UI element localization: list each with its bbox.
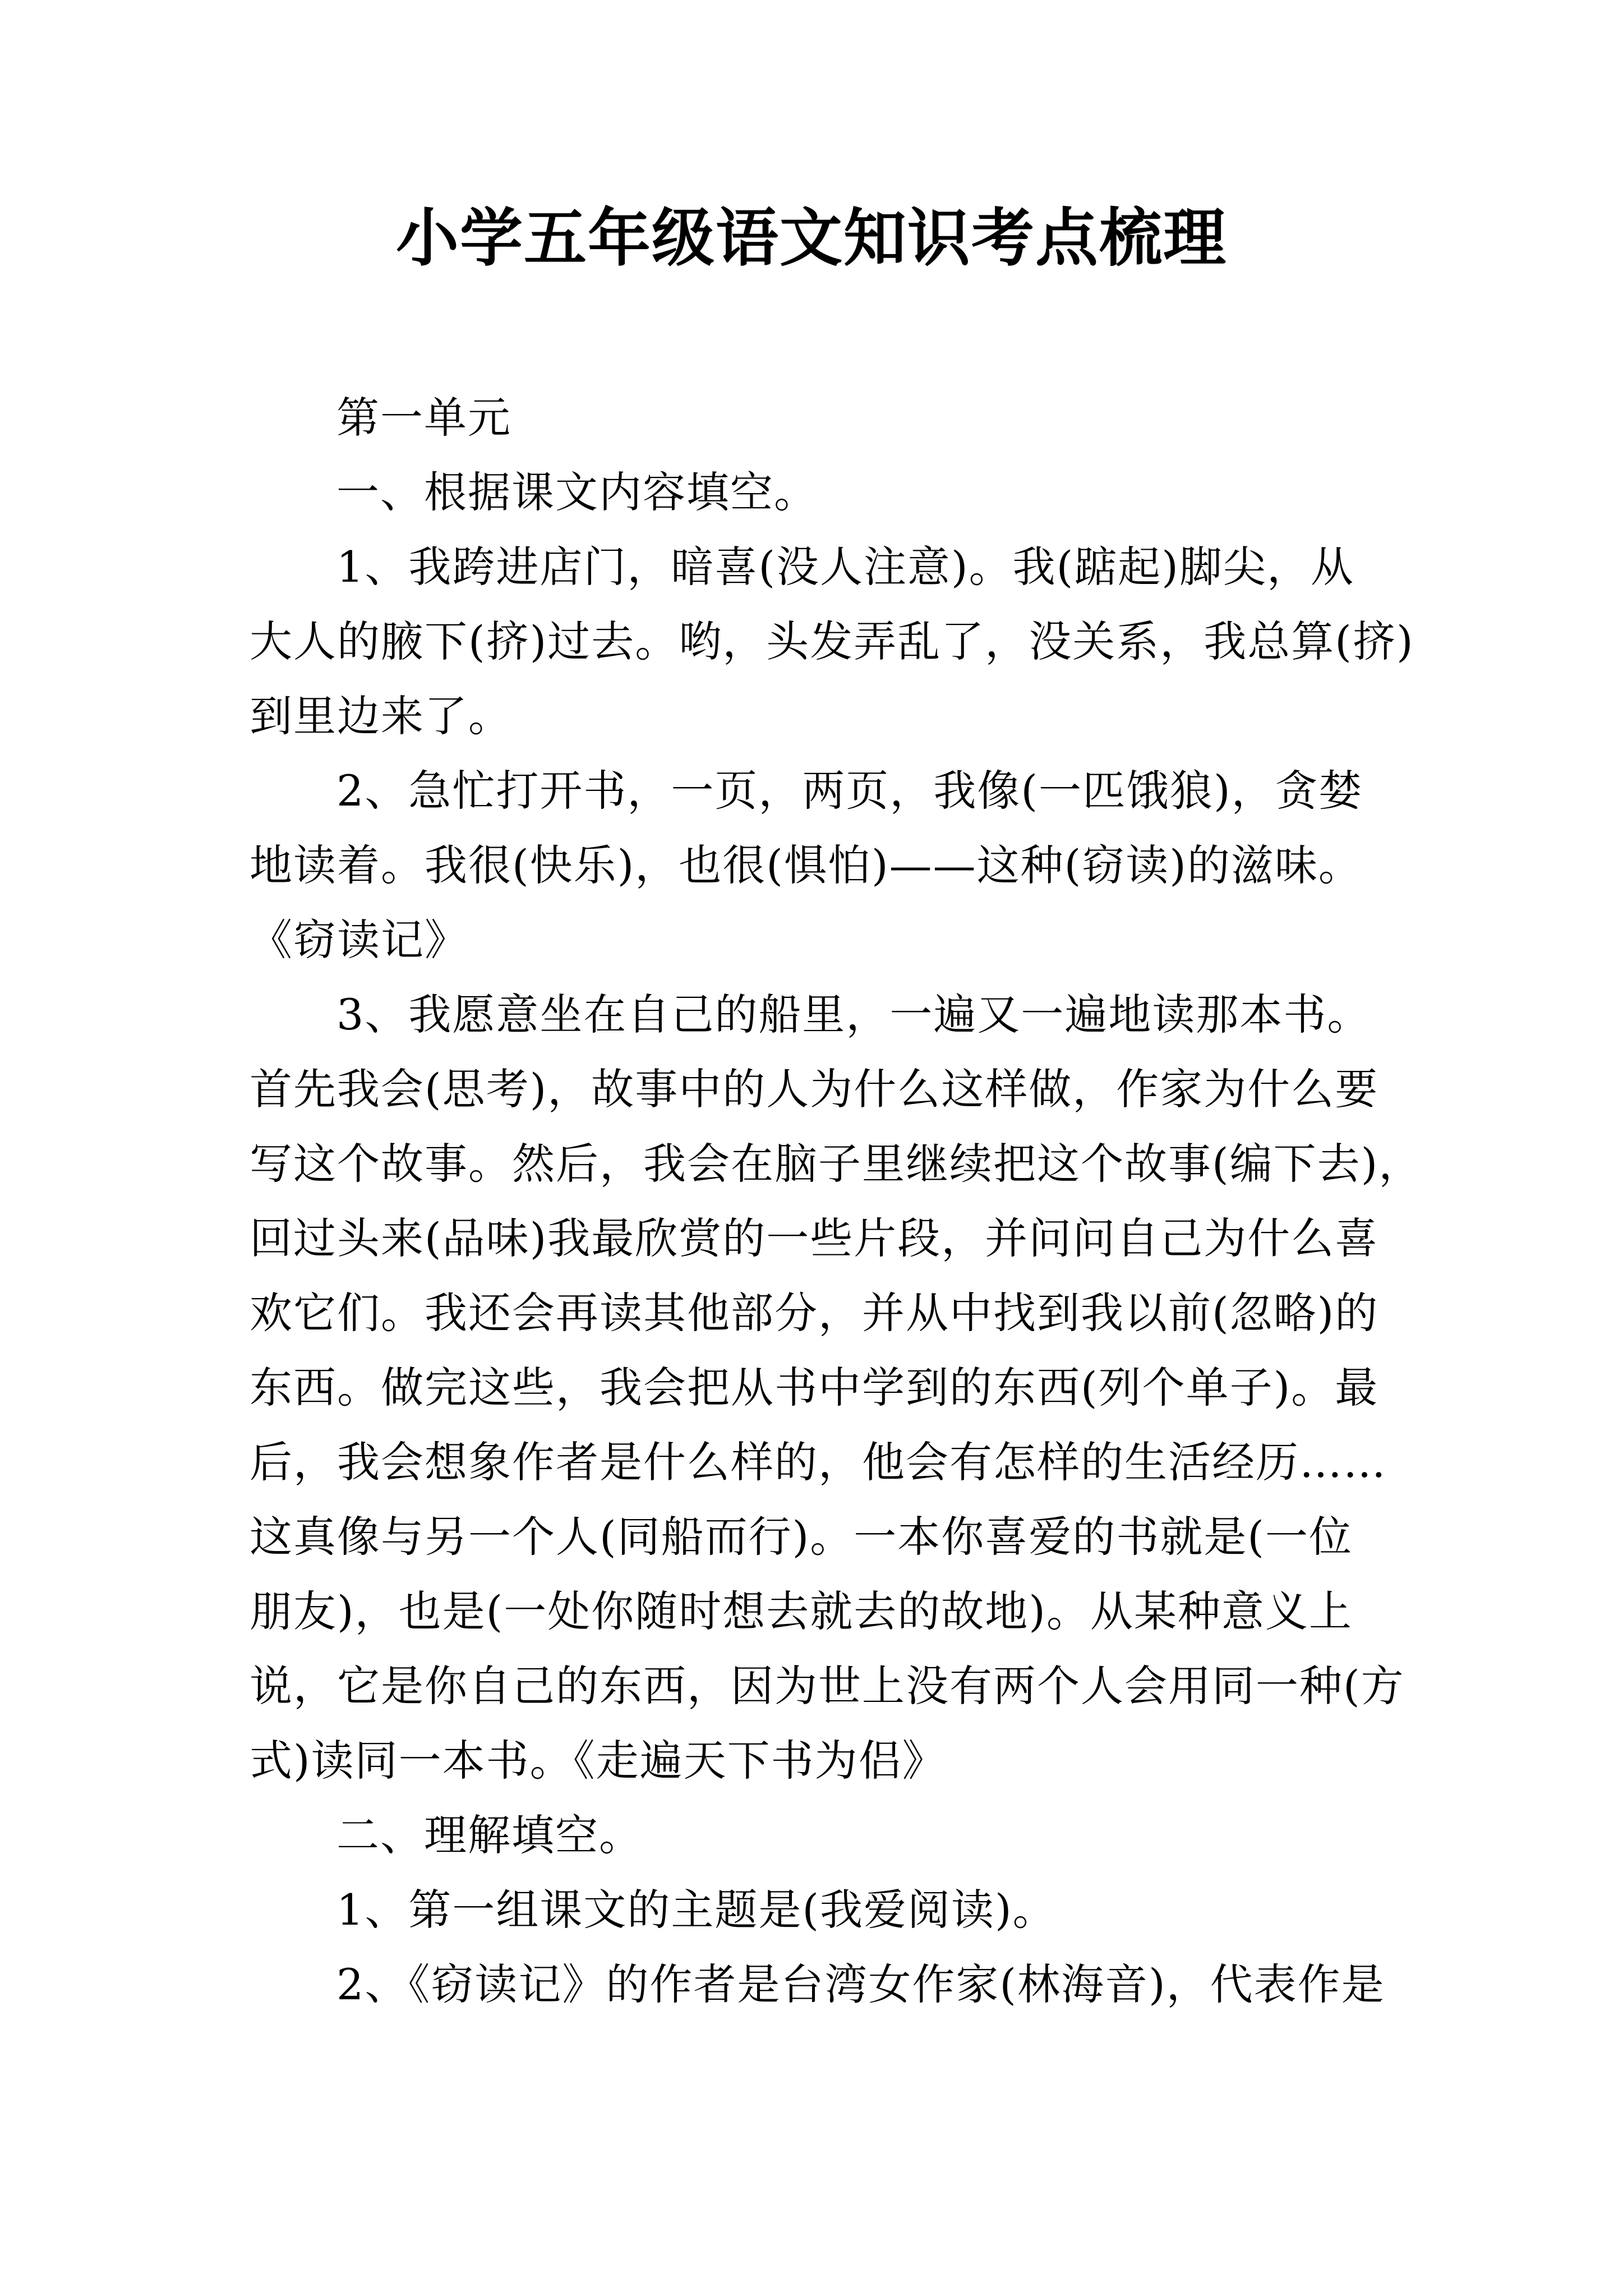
text-line: 到里边来了。 <box>250 691 512 741</box>
exercise-paragraph <box>250 1947 1394 2022</box>
text-line: 1、我跨进店门，暗喜(没人注意)。我(踮起)脚尖，从 <box>336 542 1354 592</box>
text-line: 后，我会想象作者是什么样的，他会有怎样的生活经历…… <box>250 1437 1387 1487</box>
subsection-heading <box>250 455 1394 530</box>
text-line: 这真像与另一个人(同船而行)。一本你喜爱的书就是(一位 <box>250 1512 1353 1562</box>
document-title: 小学五年级语文知识考点梳理 <box>396 201 1227 275</box>
subsection-heading <box>250 1798 1394 1872</box>
text-line: 2、《窃读记》的作者是台湾女作家(林海音)，代表作是 <box>336 1959 1385 2009</box>
exercise-paragraph <box>250 530 1414 753</box>
exercise-paragraph <box>250 977 1423 1798</box>
text-line: 朋友)，也是(一处你随时想去就去的故地)。从某种意义上 <box>250 1586 1353 1636</box>
section-heading <box>250 380 1394 455</box>
text-line: 第一单元 <box>336 393 511 443</box>
text-line: 3、我愿意坐在自己的船里，一遍又一遍地读那本书。 <box>336 990 1371 1039</box>
text-line: 东西。做完这些，我会把从书中学到的东西(列个单子)。最 <box>250 1363 1379 1412</box>
text-line: 首先我会(思考)，故事中的人为什么这样做，作家为什么要 <box>250 1064 1379 1114</box>
text-line: 地读着。我很(快乐)，也很(惧怕)——这种(窃读)的滋味。 <box>250 840 1362 890</box>
text-line: 式)读同一本书。《走遍天下书为侣》 <box>250 1736 946 1786</box>
text-line: 2、急忙打开书，一页，两页，我像(一匹饿狼)，贪婪 <box>336 766 1363 816</box>
text-line: 写这个故事。然后，我会在脑子里继续把这个故事(编下去)， <box>250 1139 1423 1189</box>
text-line: 《窃读记》 <box>250 915 468 965</box>
text-line: 大人的腋下(挤)过去。哟，头发弄乱了，没关系，我总算(挤) <box>250 616 1414 666</box>
text-line: 1、第一组课文的主题是(我爱阅读)。 <box>336 1885 1057 1935</box>
text-line: 欢它们。我还会再读其他部分，并从中找到我以前(忽略)的 <box>250 1288 1379 1338</box>
text-line: 说，它是你自己的东西，因为世上没有两个人会用同一种(方 <box>250 1661 1405 1711</box>
document-body <box>250 380 1423 2022</box>
text-line: 二、理解填空。 <box>336 1810 643 1860</box>
text-line: 回过头来(品味)我最欣赏的一些片段，并问问自己为什么喜 <box>250 1213 1379 1263</box>
text-line: 一、根据课文内容填空。 <box>336 467 818 517</box>
exercise-paragraph <box>250 1872 1394 1947</box>
exercise-paragraph <box>250 753 1394 977</box>
